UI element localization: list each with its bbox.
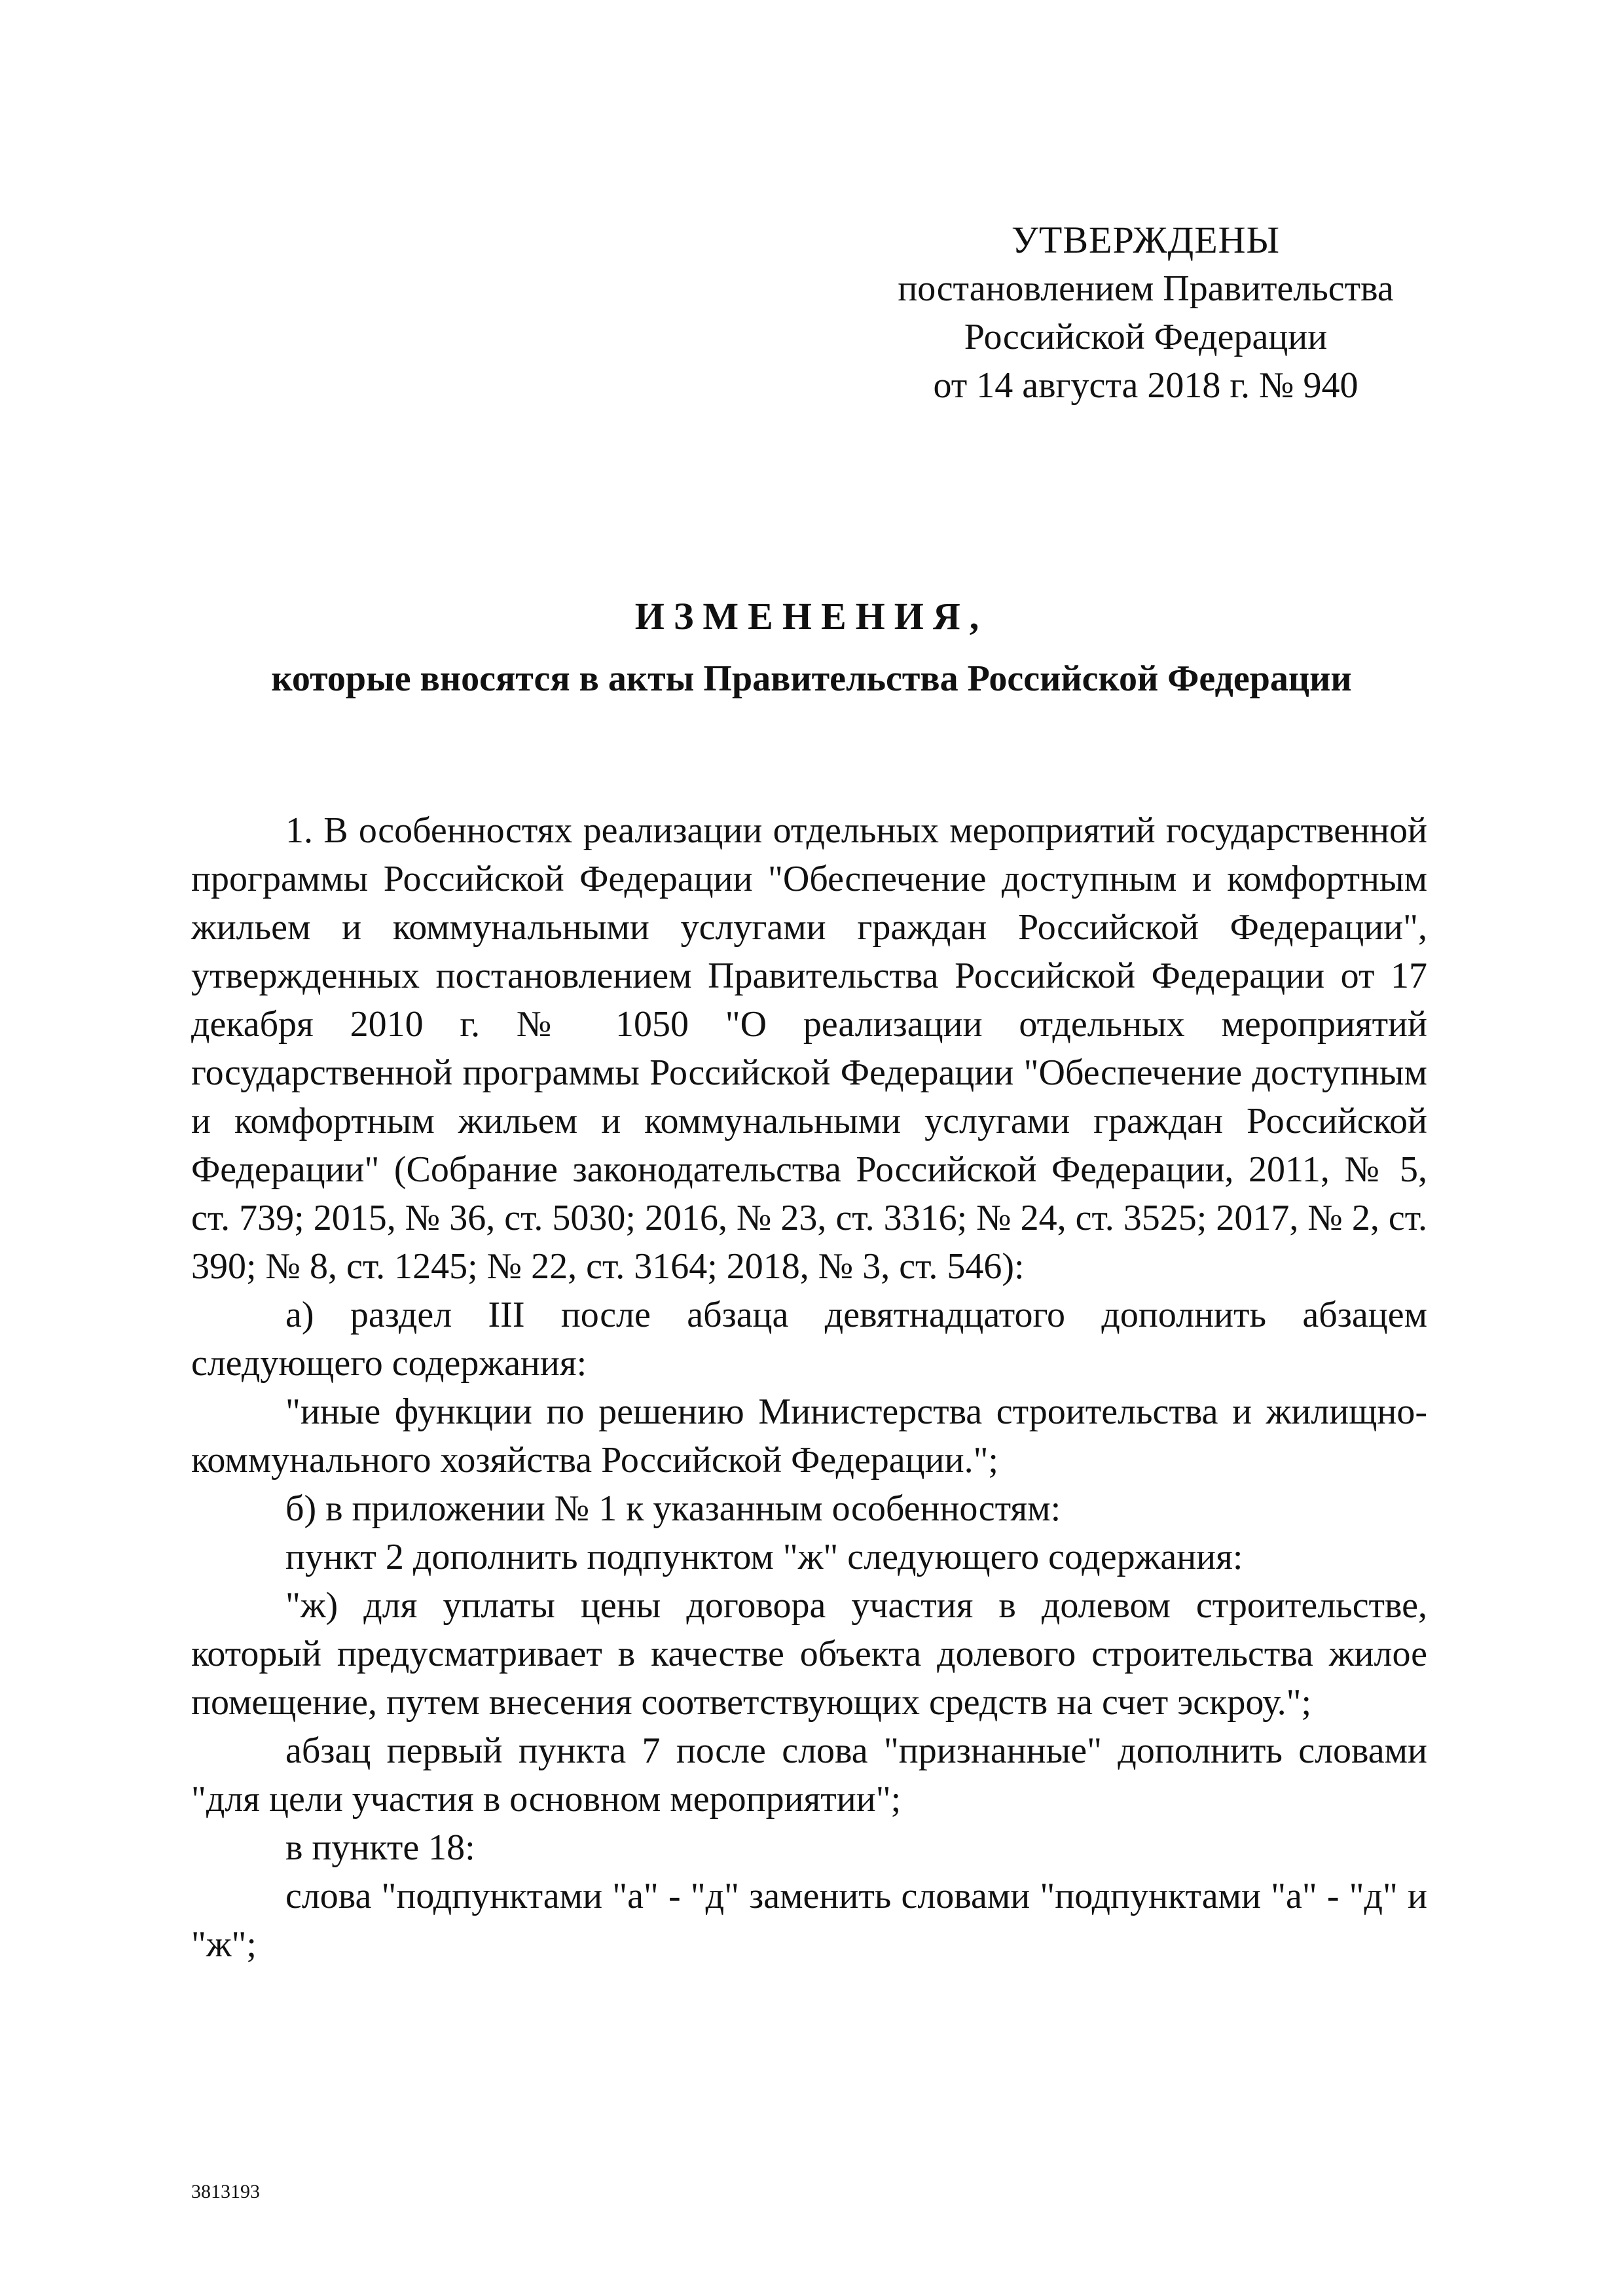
paragraph-6: "ж) для уплаты цены договора участия в долевом строительстве, который предусматривает в качестве объекта долевого строительства жилое помещение, путем внесения соответствующих средств на счет эскроу.";: [191, 1585, 1427, 1723]
paragraph-5: пункт 2 дополнить подпунктом "ж" следующего содержания:: [285, 1537, 1243, 1577]
paragraph-9: слова "подпунктами "а" - "д" заменить словами "подпунктами "а" - "д" и "ж";: [191, 1876, 1427, 1965]
paragraph-3: "иные функции по решению Министерства строительства и жилищно-коммунального хозяйства Российской Федерации.";: [191, 1391, 1427, 1480]
approval-block: [851, 216, 1440, 410]
approval-title: УТВЕРЖДЕНЫ: [1011, 219, 1281, 261]
paragraph-2: а) раздел III после абзаца девятнадцатого дополнить абзацем следующего содержания:: [191, 1295, 1427, 1384]
paragraph-8: в пункте 18:: [285, 1827, 475, 1868]
paragraph-7: абзац первый пункта 7 после слова "признанные" дополнить словами "для цели участия в основном мероприятии";: [191, 1731, 1427, 1820]
paragraph-4: б) в приложении № 1 к указанным особенностям:: [285, 1488, 1061, 1529]
document-title: ИЗМЕНЕНИЯ,: [634, 595, 989, 637]
document-code: 3813193: [191, 2181, 260, 2202]
approval-line-1: постановлением Правительства: [898, 268, 1394, 309]
document-body: [191, 806, 1427, 1969]
approval-line-2: Российской Федерации: [964, 317, 1328, 357]
document-subtitle: которые вносятся в акты Правительства Российской Федерации: [271, 658, 1352, 699]
approval-line-3: от 14 августа 2018 г. № 940: [933, 365, 1359, 406]
paragraph-1: 1. В особенностях реализации отдельных мероприятий государственной программы Российской Федерации "Обеспечение доступным и комфортным жильем и коммунальными услугами граждан Российской Федерации", утвержденных постановлением Правительства Российской Федерации от 17 декабря 2010 г. № 1050 "О реализации отдельных мероприятий государственной программы Российской Федерации "Обеспечение доступным и комфортным жильем и коммунальными услугами граждан Российской Федерации" (Собрание законодательства Российской Федерации, 2011, № 5, ст. 739; 2015, № 36, ст. 5030; 2016, № 23, ст. 3316; № 24, ст. 3525; 2017, № 2, ст. 390; № 8, ст. 1245; № 22, ст. 3164; 2018, № 3, ст. 546):: [191, 810, 1427, 1287]
